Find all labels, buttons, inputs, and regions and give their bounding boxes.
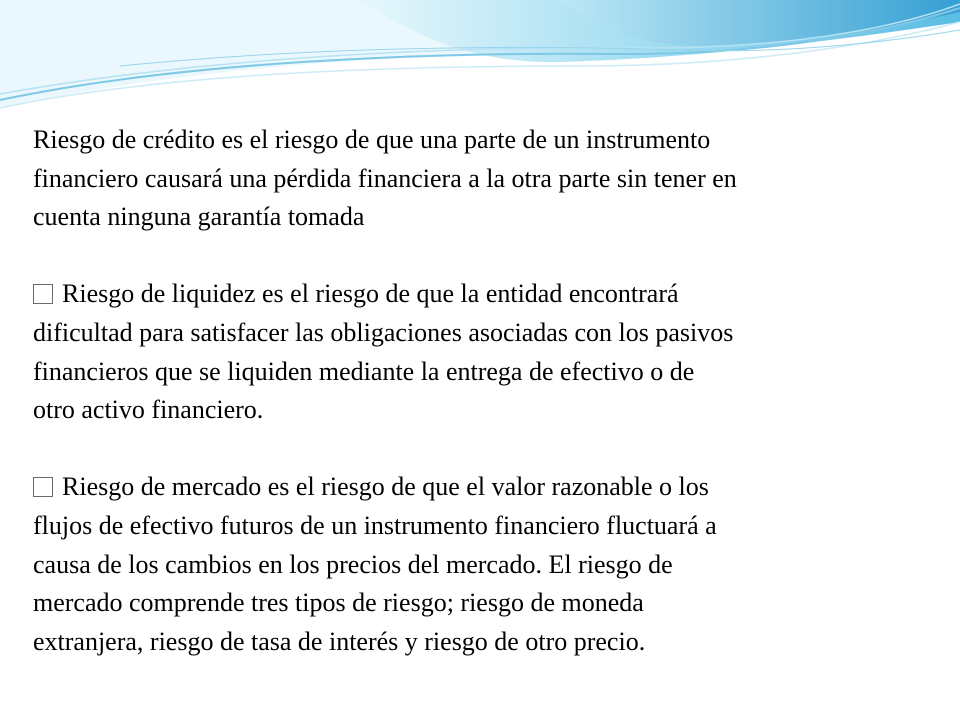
text-line [33,468,913,507]
bullet-box-icon [33,284,53,304]
text-line [33,275,913,314]
text-line: financiero causará una pérdida financiera a la otra parte sin tener en [33,163,737,193]
text-line: Riesgo de crédito es el riesgo de que una parte de un instrumento [33,125,711,154]
text-line: cuenta ninguna garantía tomada [33,202,365,232]
paragraph-spacer [33,430,913,469]
text-line-content: Riesgo de mercado es el riesgo de que el valor razonable o los [62,472,709,502]
text-line: flujos de efectivo futuros de un instrumento financiero fluctuará a [33,510,717,540]
text-line: extranjera, riesgo de tasa de interés y riesgo de otro precio. [33,626,646,656]
text-line: dificultad para satisfacer las obligaciones asociadas con los pasivos [33,317,734,347]
text-line: causa de los cambios en los precios del mercado. El riesgo de [33,549,673,579]
text-line: otro activo financiero. [33,395,264,425]
paragraph-liquidity-risk [33,275,913,429]
slide-body-text [33,121,913,661]
text-line: mercado comprende tres tipos de riesgo; riesgo de moneda [33,588,644,618]
header-wave-decoration [0,0,960,120]
paragraph-credit-risk [33,121,913,237]
bullet-box-icon [33,477,53,497]
text-line: financieros que se liquiden mediante la entrega de efectivo o de [33,356,695,386]
paragraph-spacer [33,237,913,276]
paragraph-market-risk [33,468,913,661]
text-line-content: Riesgo de liquidez es el riesgo de que la entidad encontrará [62,279,679,309]
